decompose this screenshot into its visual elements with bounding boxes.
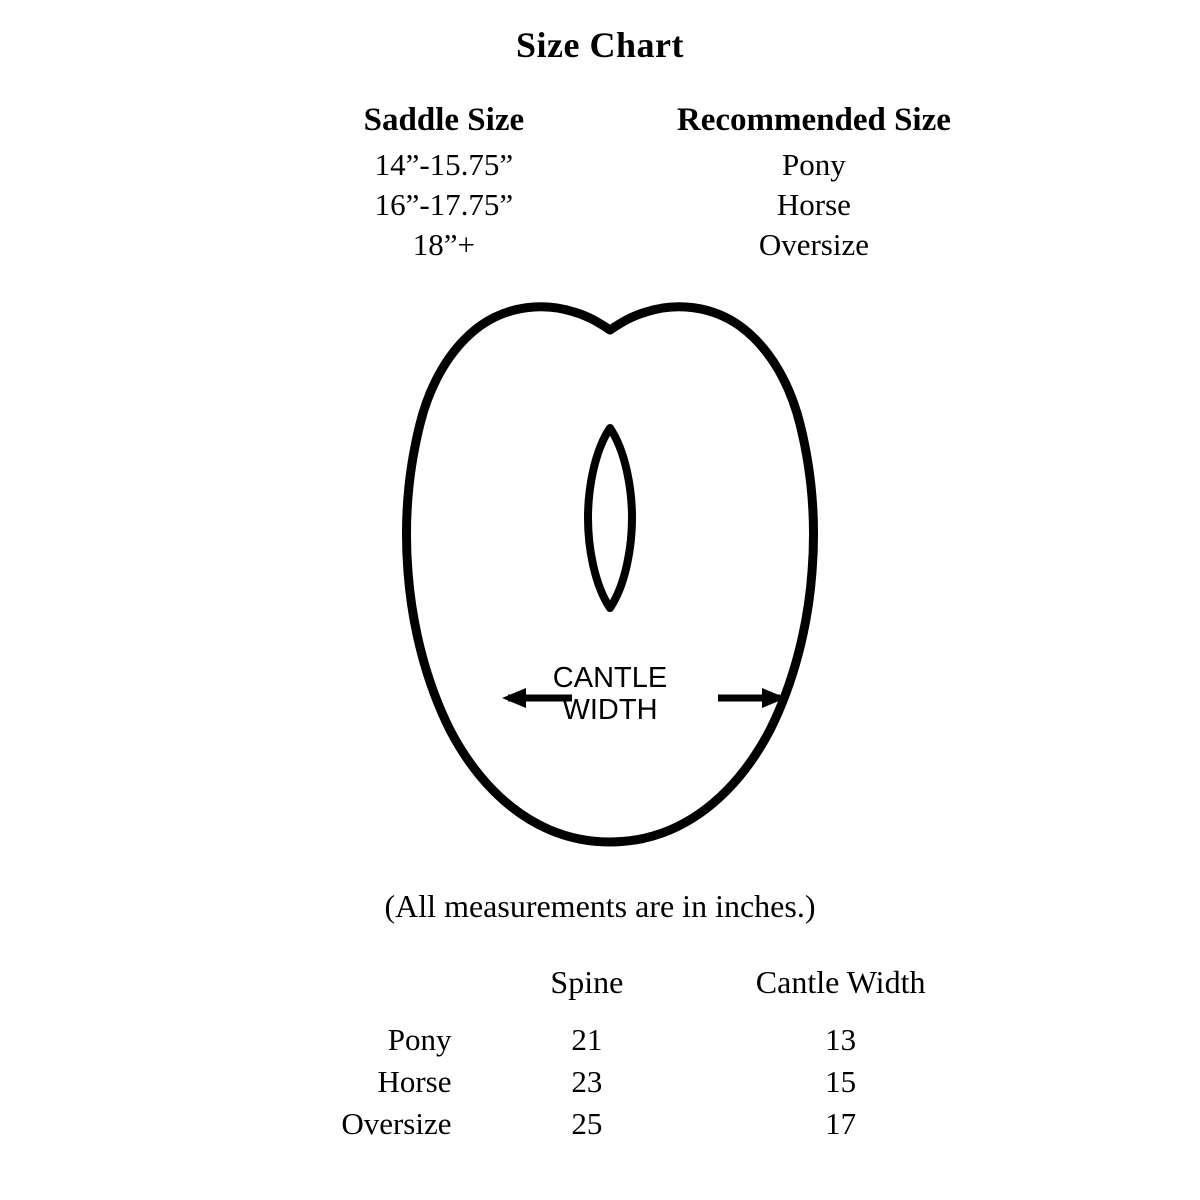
column-header-spine: Spine <box>550 964 624 1000</box>
cell-recommended-size: Horse <box>776 187 851 222</box>
table-row <box>215 1103 985 1145</box>
table-row <box>215 1019 985 1061</box>
cell-spine: 23 <box>571 1064 603 1099</box>
column-header-recommended-size: Recommended Size <box>676 102 951 138</box>
cell-spine: 21 <box>571 1022 603 1057</box>
column-header-saddle-size: Saddle Size <box>363 102 525 138</box>
cell-cantle-width: 15 <box>825 1064 857 1099</box>
cell-cantle-width: 17 <box>825 1106 857 1141</box>
cell-cantle-width: 13 <box>825 1022 857 1057</box>
table-row <box>215 1061 985 1103</box>
page-title: Size Chart <box>516 25 684 65</box>
cell-saddle-size: 14”-15.75” <box>374 147 514 182</box>
saddle-size-table <box>270 100 1010 265</box>
spine-slit-path <box>588 428 632 608</box>
measurements-table <box>215 962 985 1145</box>
saddle-pad-diagram <box>330 300 890 870</box>
table-header-row <box>215 962 985 1019</box>
measurements-note: (All measurements are in inches.) <box>384 888 816 924</box>
table-row <box>270 145 1010 185</box>
cell-size-name: Horse <box>377 1064 452 1099</box>
cell-recommended-size: Pony <box>782 147 846 182</box>
column-header-blank <box>215 962 478 1019</box>
table-row <box>270 185 1010 225</box>
cell-saddle-size: 18”+ <box>412 227 476 262</box>
table-header-row <box>270 100 1010 145</box>
cantle-width-label-line1: CANTLE <box>552 662 668 694</box>
table-row <box>270 225 1010 265</box>
cell-spine: 25 <box>571 1106 603 1141</box>
cell-saddle-size: 16”-17.75” <box>374 187 514 222</box>
cantle-width-label-line2: WIDTH <box>562 694 658 727</box>
cell-size-name: Oversize <box>341 1106 452 1141</box>
cell-recommended-size: Oversize <box>758 227 869 262</box>
column-header-cantle-width: Cantle Width <box>755 964 926 1000</box>
cell-size-name: Pony <box>387 1022 452 1057</box>
